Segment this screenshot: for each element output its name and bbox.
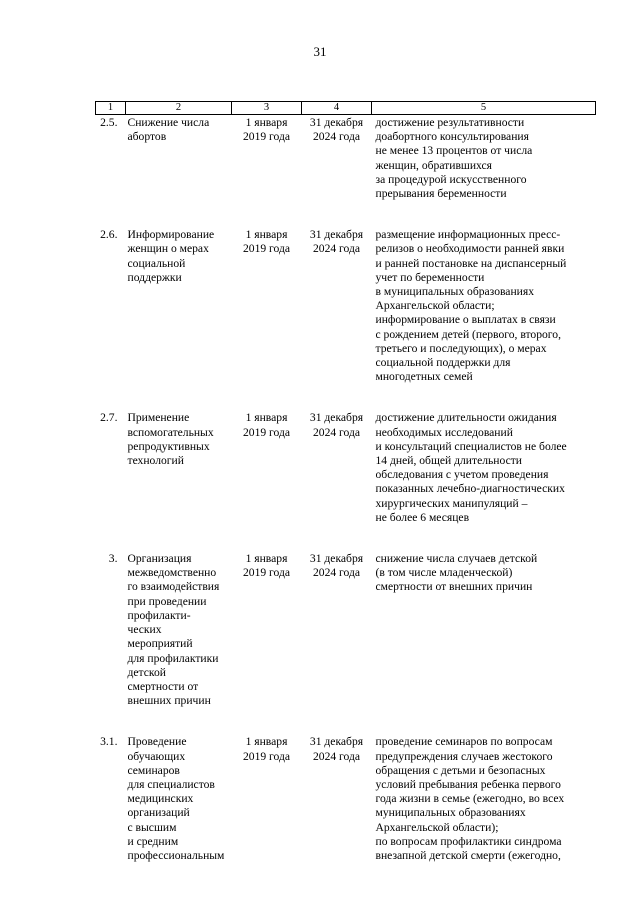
table-row [96, 735, 596, 863]
table-row [96, 228, 596, 411]
item-number: 2.6. [100, 228, 118, 242]
header-cell: 5 [372, 102, 596, 115]
header-cell: 2 [126, 102, 232, 115]
item-number: 2.5. [100, 116, 118, 129]
measures-table [95, 101, 596, 863]
start-date: 1 января 2019 года [242, 735, 291, 763]
item-name: Проведение обучающих семинаров для специалистов медицинских организаций с высшим и средним профессиональным [127, 735, 225, 862]
start-date: 1 января 2019 года [242, 411, 291, 439]
item-name: Применение вспомогательных репродуктивных технологий [127, 411, 214, 468]
expected-result: размещение информационных пресс- релизов о необходимости ранней явки и ранней постановке на диспансерный учет по беременности в муниципальных образованиях Архангельской области; информирование о выплатах в связи с рождением детей (первого, второго, третьего и последующих), о мерах социальной поддержки для многодетных семей [375, 228, 567, 384]
header-cell: 3 [232, 102, 302, 115]
end-date: 31 декабря 2024 года [309, 552, 364, 580]
header-cell: 4 [302, 102, 372, 115]
item-number: 2.7. [100, 411, 118, 425]
page-number: 31 [313, 44, 327, 59]
expected-result: снижение числа случаев детской (в том числе младенческой) смертности от внешних причин [375, 552, 538, 594]
table-row [96, 115, 596, 229]
item-name: Снижение числа абортов [127, 116, 210, 144]
end-date: 31 декабря 2024 года [309, 735, 364, 763]
end-date: 31 декабря 2024 года [309, 116, 364, 144]
end-date: 31 декабря 2024 года [309, 411, 364, 439]
start-date: 1 января 2019 года [242, 228, 291, 256]
item-name: Организация межведомственно го взаимодействия при проведении профилакти- ческих мероприятий для профилактики детской смертности от внешних причин [127, 552, 220, 708]
header-cell: 1 [96, 102, 126, 115]
start-date: 1 января 2019 года [242, 116, 291, 144]
end-date: 31 декабря 2024 года [309, 228, 364, 256]
table-row [96, 552, 596, 735]
start-date: 1 января 2019 года [242, 552, 291, 580]
item-number: 3. [108, 552, 118, 566]
table-row [96, 411, 596, 552]
expected-result: достижение результативности доабортного консультирования не менее 13 процентов от числа женщин, обратившихся за процедурой искусственного прерывания беременности [375, 116, 533, 201]
item-name: Информирование женщин о мерах социальной поддержки [127, 228, 215, 284]
item-number: 3.1. [100, 735, 118, 749]
expected-result: достижение длительности ожидания необходимых исследований и консультаций специалистов не более 14 дней, общей длительности обследования с учетом проведения показанных лечебно-диагностических хирургических манипуляций – не более 6 месяцев [375, 411, 567, 524]
header-row [96, 102, 596, 115]
expected-result: проведение семинаров по вопросам предупреждения случаев жестокого обращения с детьми и безопасных условий пребывания ребенка первого года жизни в семье (ежегодно, во всех муниципальных образованиях Архангельской области); по вопросам профилактики синдрома внезапной детской смерти (ежегодно, [375, 735, 565, 862]
